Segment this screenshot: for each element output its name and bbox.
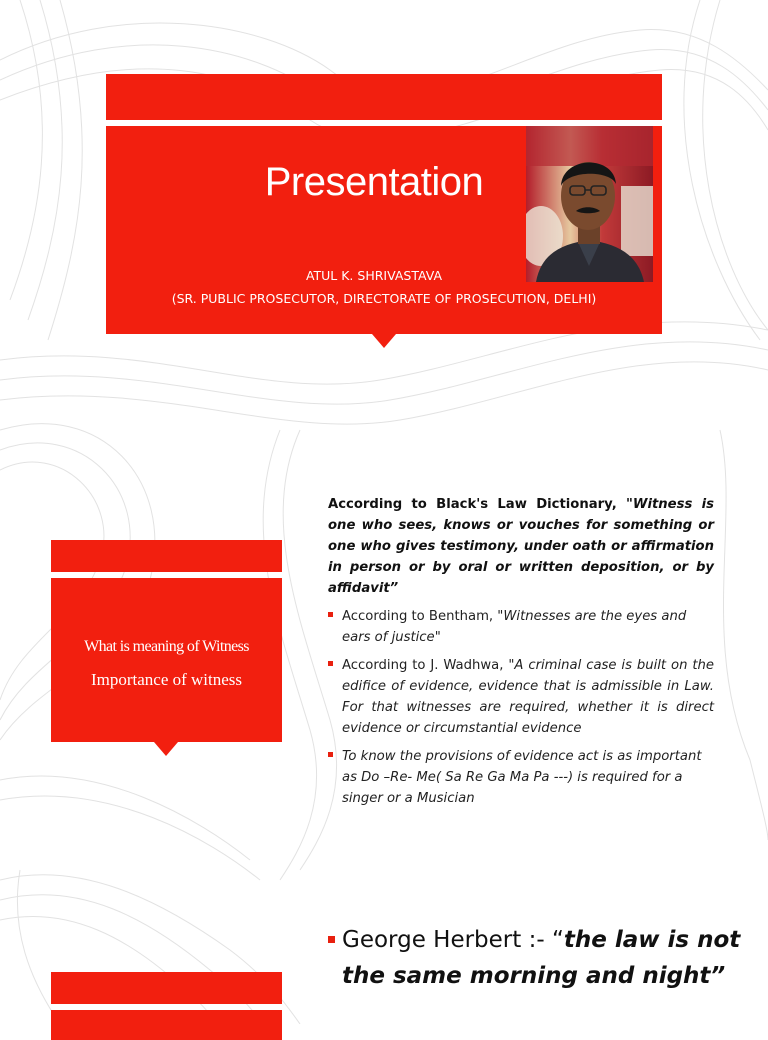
definition-prefix: According to Black's Law Dictionary, " [328,497,633,512]
bullet-quote: Witnesses are the eyes and ears of justice [342,609,687,645]
definition-quote: Witness is one who sees, knows or vouches for something or one who gives testimony, under oath or affirmation in person or by oral or written deposition, or by affidavit” [328,497,714,596]
herbert-quote [328,922,748,994]
bullet-marker [328,752,333,757]
bullet-prefix: According to J. Wadhwa, " [342,658,515,673]
witness-panel-pointer [154,742,178,756]
bullet-marker [328,936,335,943]
bullet-quote: A criminal case is built on the edifice of evidence, evidence that is admissible in Law. For that witnesses are required, whether it is direct evidence or circumstantial evidence [342,658,714,736]
quote-prefix: George Herbert :- “ [342,927,564,953]
bullet-prefix: According to Bentham, " [342,609,504,624]
bullet-suffix: " [434,630,441,645]
witness-heading-line2: Importance of witness [90,670,243,689]
bullet-marker [328,661,333,666]
blacks-law-definition [328,494,714,599]
witness-panel [51,578,282,742]
presenter-photo [526,126,653,282]
bullet-wadhwa [328,655,714,739]
quote-text: the law is not the same morning and night” [342,927,741,989]
herbert-header-band [51,972,282,1004]
bullet-marker [328,612,333,617]
herbert-panel [51,1010,282,1040]
slide-title-text: Presentation [264,160,484,204]
author-role: (SR. PUBLIC PROSECUTOR, DIRECTORATE OF PROSECUTION, DELHI) [171,291,597,306]
witness-heading-line1: What is meaning of Witness [84,638,249,655]
bullet-bentham [328,606,714,648]
witness-header-band [51,540,282,572]
title-header-band [106,74,662,120]
author-name: ATUL K. SHRIVASTAVA [305,268,443,283]
bullet-evidence-act [328,746,714,809]
title-panel-pointer [372,334,396,348]
bullet-quote: To know the provisions of evidence act is as important as Do –Re- Me( Sa Re Ga Ma Pa ---) is required for a singer or a Musician [342,749,702,806]
